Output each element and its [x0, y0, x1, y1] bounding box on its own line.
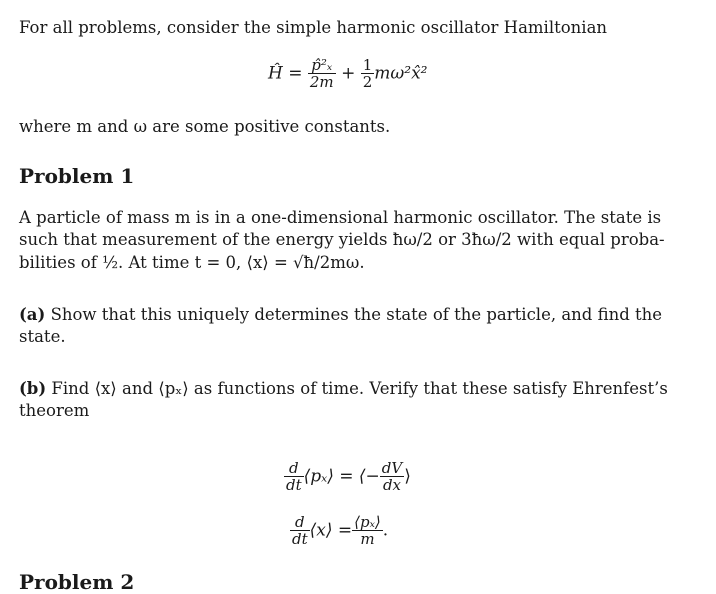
problem-2-heading-partial: Problem 2 [19, 570, 135, 594]
kinetic-denominator: 2m [309, 73, 334, 91]
part-a-line-2: state. [19, 327, 66, 346]
part-a-text: Show that this uniquely determines the state of the particle, and find the [50, 305, 663, 324]
part-b-text: Find ⟨x⟩ and ⟨pₓ⟩ as functions of time. Verify that these satisfy Ehrenfest’s [51, 379, 668, 398]
momentum-numerator: ⟨pₓ⟩ [354, 513, 381, 531]
part-a-label: (a) [19, 305, 46, 324]
position-expectation-lhs: ⟨x⟩ = [309, 520, 353, 541]
time-derivative-1 [284, 460, 304, 494]
ehrenfest-equation-1 [284, 460, 411, 494]
mass-denominator: m [360, 530, 375, 548]
equals-sign: = [288, 63, 303, 84]
potential-term: mω²x̂² [374, 63, 428, 84]
period: . [382, 520, 389, 541]
dt-denominator-1: dt [286, 476, 302, 494]
intro-line: For all problems, consider the simple harmonic oscillator Hamiltonian [19, 18, 608, 37]
part-b-line-1 [19, 378, 668, 399]
close-bracket-1: ⟩ [404, 466, 411, 487]
half-fraction [361, 57, 375, 91]
problem-1-para-line-1: A particle of mass m is in a one-dimensional harmonic oscillator. The state is [19, 208, 662, 227]
dx-denominator: dx [382, 476, 402, 494]
d-numerator-2: d [290, 514, 310, 531]
potential-derivative [380, 460, 404, 494]
ehrenfest-equation-2 [290, 514, 388, 548]
dt-denominator-2: dt [292, 530, 308, 548]
kinetic-fraction [308, 57, 336, 91]
part-b-label: (b) [19, 379, 47, 398]
time-derivative-2 [290, 514, 310, 548]
problem-1-para-line-3: bilities of ½. At time t = 0, ⟨x⟩ = √ħ/2mω. [19, 253, 365, 272]
where-line: where m and ω are some positive constants. [19, 117, 391, 136]
hamiltonian-equation [268, 57, 427, 91]
momentum-over-mass [352, 514, 383, 548]
problem-1-para-line-2: such that measurement of the energy yields ħω/2 or 3ħω/2 with equal proba- [19, 230, 665, 249]
part-b-line-2: theorem [19, 401, 90, 420]
dv-numerator: dV [381, 459, 403, 477]
plus-sign: + [341, 63, 356, 84]
part-a-line-1 [19, 304, 662, 325]
problem-1-heading: Problem 1 [19, 164, 135, 188]
hamiltonian-symbol: Ĥ [268, 63, 283, 84]
kinetic-numerator: p̂²ₓ [308, 57, 336, 74]
half-numerator: 1 [362, 56, 373, 74]
d-numerator-1: d [284, 460, 304, 477]
momentum-expectation-lhs: ⟨pₓ⟩ = ⟨− [303, 466, 380, 487]
half-denominator: 2 [362, 73, 373, 91]
